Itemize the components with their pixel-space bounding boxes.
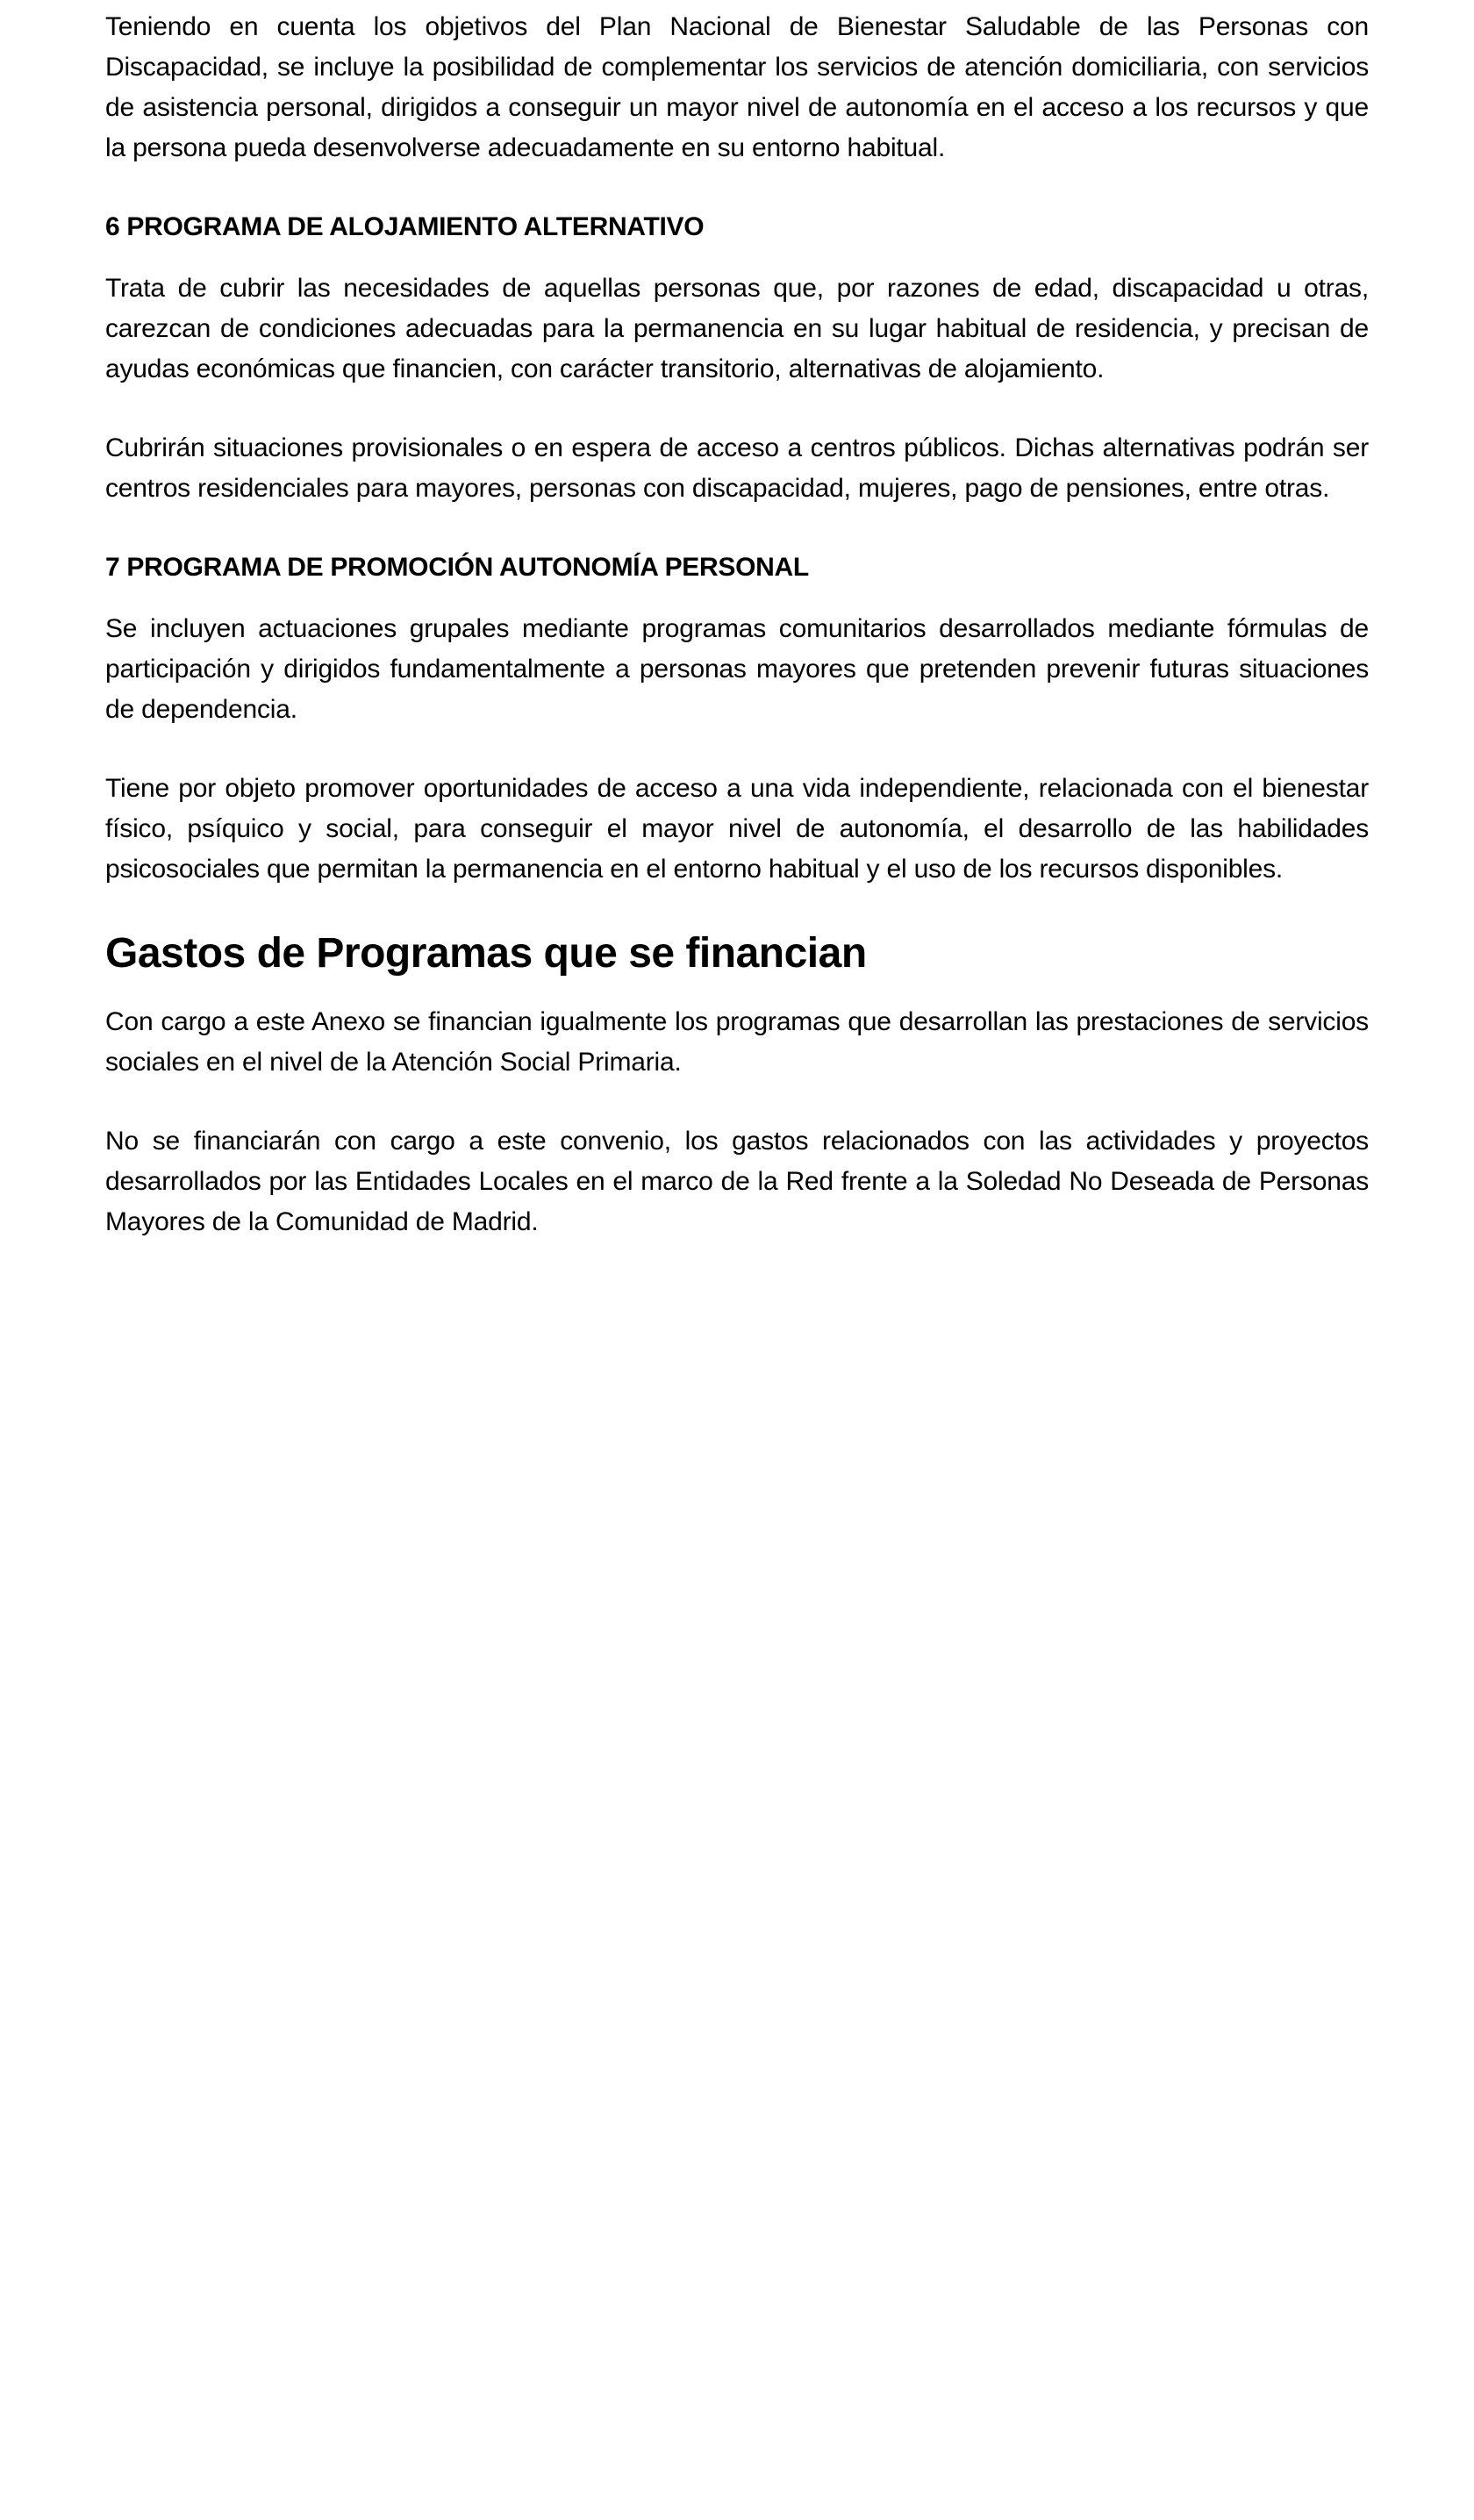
section-7-heading: 7 PROGRAMA DE PROMOCIÓN AUTONOMÍA PERSONAL	[105, 553, 809, 582]
section-7-paragraph-2: Tiene por objeto promover oportunidades de acceso a una vida independiente, relacionada con el bienestar físico, psíquico y social, para conseguir el mayor nivel de autonomía, el desarrollo de las habilidades psicosociales que permitan la permanencia en el entorno habitual y el uso de los recursos disponibles.	[105, 774, 1369, 884]
section-6-paragraph-1: Trata de cubrir las necesidades de aquellas personas que, por razones de edad, discapacidad u otras, carezcan de condiciones adecuadas para la permanencia en su lugar habitual de residencia, y precisan de ayudas económicas que financien, con carácter transitorio, alternativas de alojamiento.	[105, 274, 1369, 383]
gastos-paragraph-1: Con cargo a este Anexo se financian igualmente los programas que desarrollan las prestaciones de servicios sociales en el nivel de la Atención Social Primaria.	[105, 1007, 1369, 1077]
gastos-de-programas-heading: Gastos de Programas que se financian	[105, 930, 867, 977]
section-6-paragraph-2: Cubrirán situaciones provisionales o en espera de acceso a centros públicos. Dichas alternativas podrán ser centros residenciales para mayores, personas con discapacidad, mujeres, pago de pensiones, entre otras.	[105, 433, 1369, 503]
intro-paragraph: Teniendo en cuenta los objetivos del Plan Nacional de Bienestar Saludable de las Personas con Discapacidad, se incluye la posibilidad de complementar los servicios de atención domiciliaria, con servicios de asistencia personal, dirigidos a conseguir un mayor nivel de autonomía en el acceso a los recursos y que la persona pueda desenvolverse adecuadamente en su entorno habitual.	[105, 12, 1369, 162]
section-6-heading: 6 PROGRAMA DE ALOJAMIENTO ALTERNATIVO	[105, 212, 705, 241]
gastos-paragraph-2: No se financiarán con cargo a este convenio, los gastos relacionados con las actividades y proyectos desarrollados por las Entidades Locales en el marco de la Red frente a la Soledad No Deseada de Personas Mayores de la Comunidad de Madrid.	[105, 1127, 1369, 1236]
section-7-paragraph-1: Se incluyen actuaciones grupales mediante programas comunitarios desarrollados mediante fórmulas de participación y dirigidos fundamentalmente a personas mayores que pretenden prevenir futuras situaciones de dependencia.	[105, 614, 1369, 724]
